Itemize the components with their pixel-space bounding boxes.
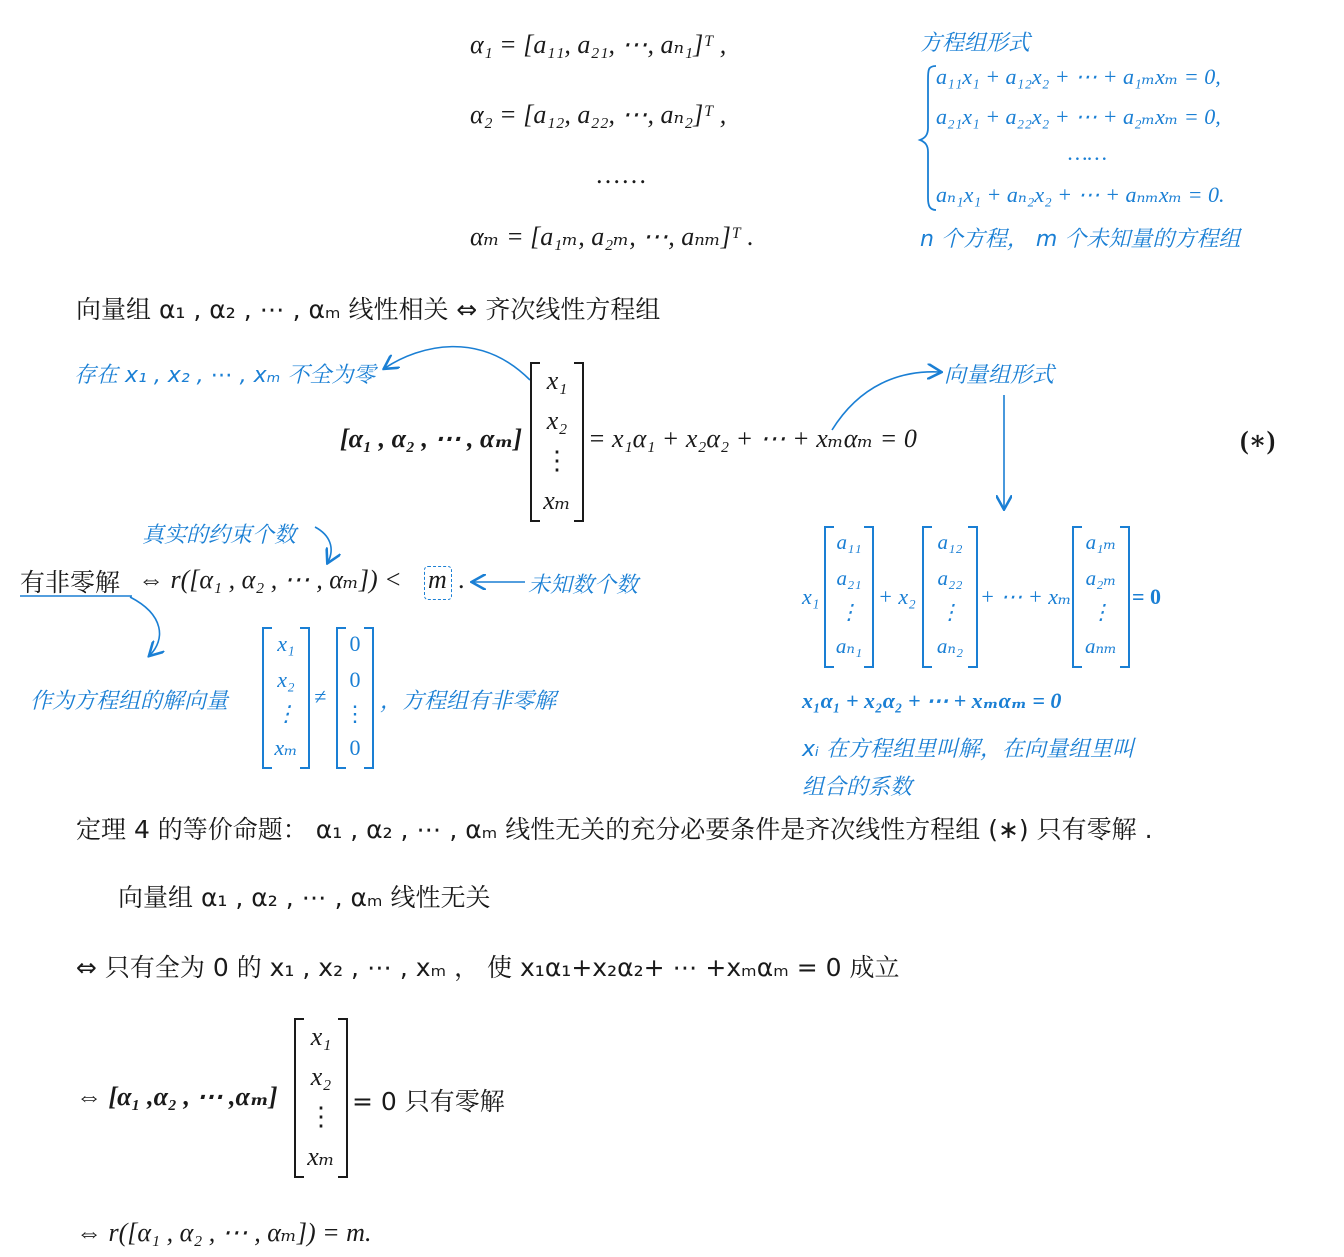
rank-condition-expr: ⇔ r([α₁ , α₂ , ⋯ , αₘ]) <: [138, 565, 402, 594]
vector-def-dots: ……: [595, 160, 647, 189]
vf-entry: ⋮: [838, 600, 860, 624]
main-eq-right: = x₁α₁ + x₂α₂ + ⋯ + xₘαₘ = 0: [588, 424, 917, 453]
zero-entry: 0: [349, 631, 361, 656]
vf-entry: ⋮: [939, 600, 961, 624]
vf-plus-m: + ⋯ + xₘ: [980, 584, 1072, 609]
annotation-solution-vector: 作为方程组的解向量: [30, 689, 229, 714]
main-eq-left: [α₁ , α₂ , ⋯ , αₘ]: [340, 424, 523, 453]
zero-entry: ⋮: [344, 701, 366, 726]
theorem-statement: 定理 4 的等价命题： α₁ , α₂ , ⋯ , αₘ 线性无关的充分必要条件是齐次线性方程组 (∗) 只有零解 .: [76, 815, 1153, 844]
dependence-statement: 向量组 α₁ , α₂ , ⋯ , αₘ 线性相关 ⇔ 齐次线性方程组: [76, 295, 661, 324]
system-form-title: 方程组形式: [920, 31, 1031, 56]
zero-entry: 0: [349, 667, 361, 692]
system-eq-dots: ……: [1068, 140, 1108, 165]
annotation-real-constraints: 真实的约束个数: [142, 523, 297, 548]
annotation-xi-meaning: xᵢ 在方程组里叫解，在向量组里叫: [802, 737, 1134, 762]
vf-entry: a₁ₘ: [1085, 530, 1117, 554]
main-eq-x-vector: [530, 362, 584, 522]
x-vec-entry: x₂: [546, 406, 568, 435]
vf-entry: aₙₘ: [1085, 634, 1117, 658]
vf-summary: x₁α₁ + x₂α₂ + ⋯ + xₘαₘ = 0: [802, 688, 1062, 713]
vf-column-m: [1072, 526, 1130, 668]
vf-entry: ⋮: [1090, 600, 1112, 624]
x-vec-entry: x₁: [546, 366, 568, 395]
arrow-solution-vector: [130, 597, 160, 655]
vf-plus-2: + x₂: [878, 584, 916, 609]
vf-equals-zero: = 0: [1132, 584, 1162, 609]
chain-step-3-right: = 0 只有零解: [352, 1087, 505, 1116]
x-vec-entry: ⋮: [308, 1102, 334, 1131]
x-vec-entry: x₁: [310, 1022, 332, 1051]
annotation-nonzero-solution: ，方程组有非零解: [380, 689, 557, 714]
x-vec-entry: xₘ: [274, 735, 298, 760]
system-caption: n 个方程， m 个未知量的方程组: [920, 227, 1241, 252]
arrow-real-constraints: [315, 527, 331, 562]
x-vec-entry: x₁: [277, 631, 295, 656]
x-vec-entry: xₘ: [543, 486, 571, 515]
chain-x-vector: [294, 1018, 348, 1178]
chain-step-1: 向量组 α₁ , α₂ , ⋯ , αₘ 线性无关: [118, 883, 491, 912]
vector-def-m: αₘ = [a₁ₘ, a₂ₘ, ⋯, aₙₘ]ᵀ .: [470, 222, 754, 251]
vf-entry: aₙ₂: [936, 634, 964, 658]
chain-step-4: ⇔ r([α₁ , α₂ , ⋯ , αₘ]) = m.: [76, 1218, 372, 1247]
solution-x-vector: [262, 627, 310, 769]
annotation-combo-coeff: 组合的系数: [802, 775, 913, 800]
vector-def-1: α₁ = [a₁₁, a₂₁, ⋯, aₙ₁]ᵀ ,: [470, 30, 727, 59]
x-vec-entry: ⋮: [275, 701, 297, 726]
zero-entry: 0: [349, 735, 361, 760]
vf-column-1: [824, 526, 874, 668]
equation-tag: (∗): [1240, 426, 1276, 455]
annotation-vector-form: 向量组形式: [944, 363, 1055, 388]
vector-def-2: α₂ = [a₁₂, a₂₂, ⋯, aₙ₂]ᵀ ,: [470, 100, 727, 129]
vf-column-2: [922, 526, 978, 668]
vf-entry: a₁₂: [937, 530, 963, 554]
not-equal-sign: ≠: [314, 684, 327, 709]
chain-step-3-left: ⇔ [α₁ ,α₂ , ⋯ ,αₘ]: [76, 1082, 278, 1111]
system-brace: [920, 66, 936, 210]
x-vec-entry: x₂: [310, 1062, 332, 1091]
vf-entry: aₙ₁: [835, 634, 863, 658]
x-vec-entry: xₘ: [307, 1142, 335, 1171]
vf-coef-1: x₁: [802, 584, 820, 609]
arrow-not-all-zero: [385, 347, 530, 380]
nonzero-solution-label: 有非零解: [20, 568, 121, 597]
system-eq-1: a₁₁x₁ + a₁₂x₂ + ⋯ + a₁ₘxₘ = 0,: [936, 64, 1221, 89]
vf-entry: a₂ₘ: [1085, 566, 1117, 590]
rank-period: .: [458, 565, 465, 594]
rank-m: m: [428, 565, 447, 594]
arrow-vector-form: [832, 372, 940, 430]
annotation-not-all-zero: 存在 x₁ , x₂ , ⋯ , xₘ 不全为零: [74, 363, 376, 388]
vf-entry: a₁₁: [836, 530, 862, 554]
vf-entry: a₂₂: [937, 566, 963, 590]
x-vec-entry: ⋮: [544, 446, 570, 475]
annotation-unknown-count: 未知数个数: [528, 573, 639, 598]
system-eq-2: a₂₁x₁ + a₂₂x₂ + ⋯ + a₂ₘxₘ = 0,: [936, 104, 1221, 129]
x-vec-entry: x₂: [277, 667, 295, 692]
zero-vector: [336, 627, 374, 769]
system-eq-n: aₙ₁x₁ + aₙ₂x₂ + ⋯ + aₙₘxₘ = 0.: [936, 182, 1225, 207]
vf-entry: a₂₁: [836, 566, 862, 590]
chain-step-2: ⇔ 只有全为 0 的 x₁ , x₂ , ⋯ , xₘ ， 使 x₁α₁+x₂α₂+ ⋯ +xₘαₘ = 0 成立: [76, 953, 900, 982]
